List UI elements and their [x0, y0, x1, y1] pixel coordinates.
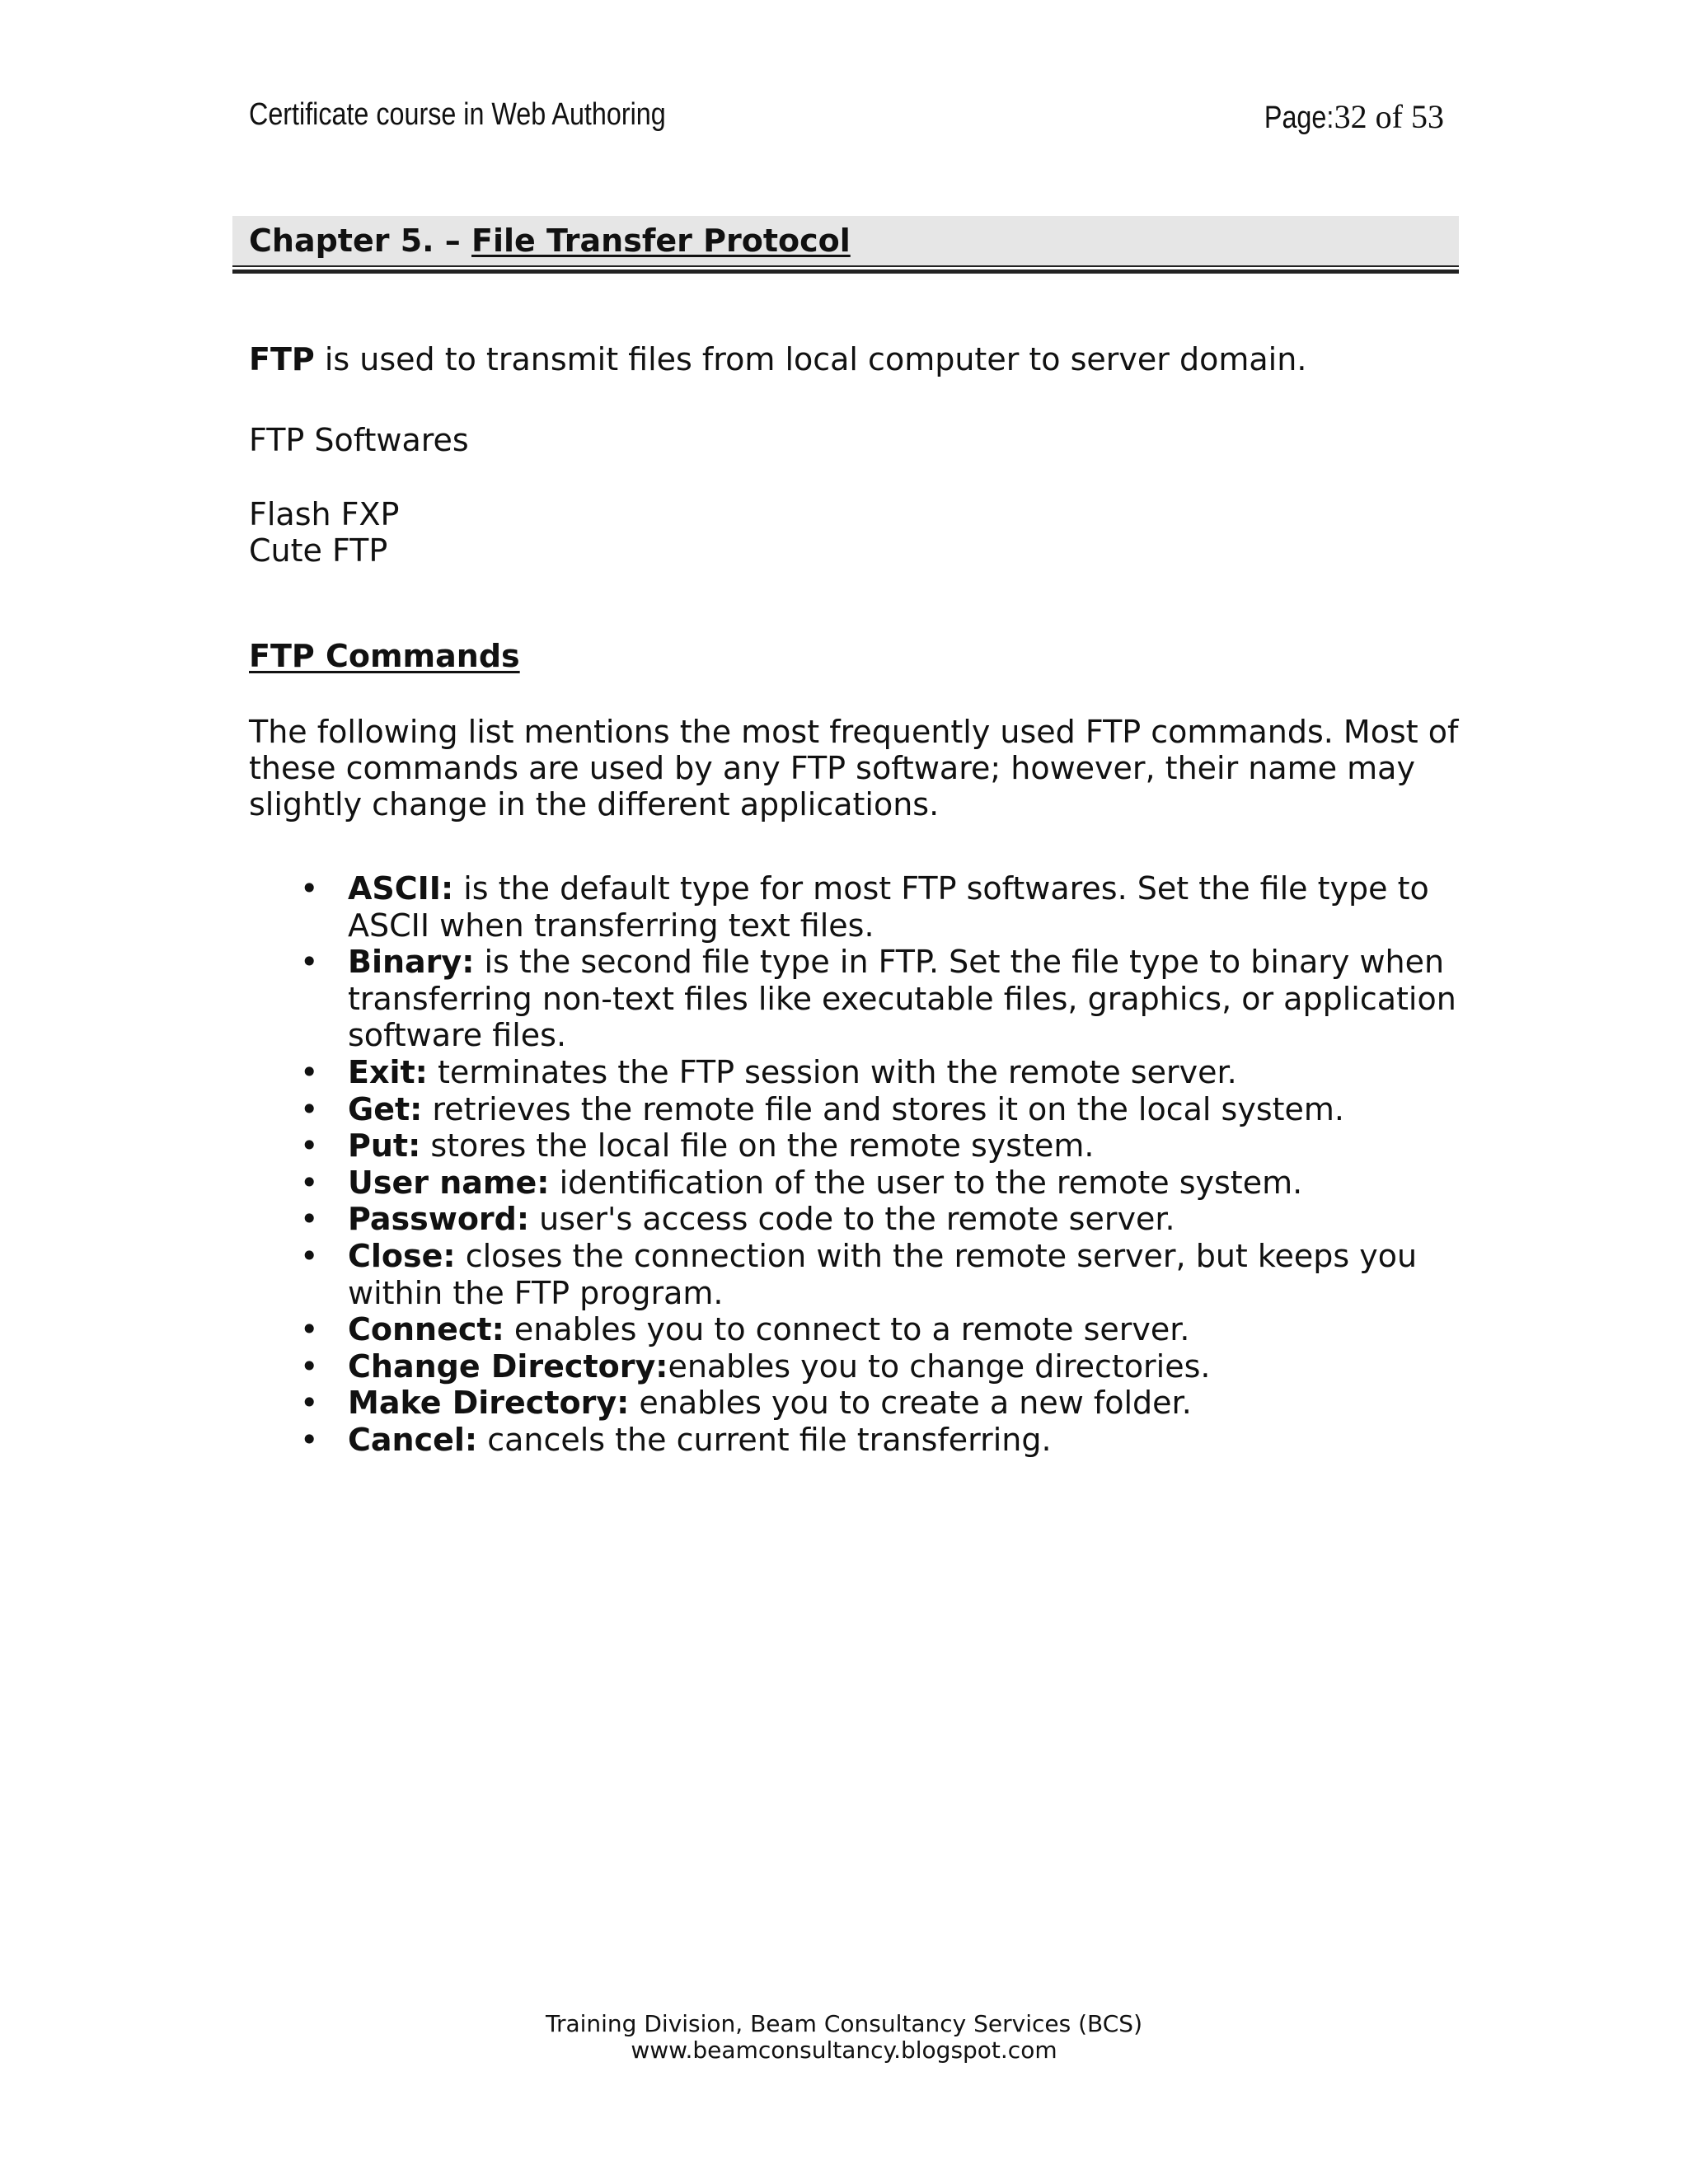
list-item-exit — [249, 1054, 1461, 1091]
chapter-divider-thick — [232, 269, 1459, 274]
description-line: slightly change in the different applications. — [249, 786, 940, 823]
software-item: Cute FTP — [249, 532, 388, 569]
footer-organization: Training Division, Beam Consultancy Services (BCS) — [545, 2010, 1143, 2037]
description-line: these commands are used by any FTP software; however, their name may — [249, 750, 1415, 786]
list-item-user-name — [249, 1165, 1461, 1202]
command-description: enables you to connect to a remote server. — [504, 1311, 1190, 1348]
command-name: ASCII: — [348, 870, 454, 907]
command-name: Cancel: — [348, 1421, 478, 1458]
list-item-close — [249, 1238, 1461, 1311]
list-item-change-directory — [249, 1348, 1461, 1385]
chapter-prefix: Chapter 5. – — [249, 223, 472, 259]
commands-description — [249, 714, 1458, 823]
footer-website: www.beamconsultancy.blogspot.com — [631, 2036, 1057, 2064]
command-description: enables you to change directories. — [668, 1347, 1211, 1385]
command-description: stores the local file on the remote system. — [420, 1127, 1095, 1165]
command-name: Get: — [348, 1090, 423, 1127]
bullet-icon: • — [300, 1127, 319, 1165]
chapter-name: File Transfer Protocol — [471, 223, 851, 259]
ftp-term: FTP — [249, 341, 315, 377]
bullet-icon: • — [300, 1201, 319, 1238]
command-description: enables you to create a new folder. — [629, 1385, 1192, 1422]
list-item-connect — [249, 1311, 1461, 1348]
list-item-binary — [249, 944, 1461, 1054]
command-name: Put: — [348, 1127, 421, 1165]
command-name: Binary: — [348, 944, 475, 981]
bullet-icon: • — [300, 1237, 319, 1274]
chapter-divider-thin — [232, 265, 1459, 267]
list-item-put — [249, 1127, 1461, 1165]
list-item-get — [249, 1091, 1461, 1128]
list-item-make-directory — [249, 1385, 1461, 1422]
commands-heading: FTP Commands — [249, 638, 520, 674]
description-line: The following list mentions the most frequently used FTP commands. Most of — [249, 714, 1459, 750]
ftp-definition: is used to transmit files from local computer to server domain. — [314, 341, 1307, 377]
command-description: closes the connection with the remote server, but keeps you within the FTP program. — [348, 1237, 1418, 1311]
bullet-icon: • — [300, 1164, 319, 1201]
bullet-icon: • — [300, 1421, 319, 1458]
command-description: user's access code to the remote server. — [529, 1201, 1175, 1238]
commands-list — [249, 870, 1461, 1459]
bullet-icon: • — [300, 944, 319, 981]
software-item: Flash FXP — [249, 496, 400, 532]
page-indicator — [1252, 97, 1444, 136]
bullet-icon: • — [300, 870, 319, 907]
command-description: identification of the user to the remote system. — [549, 1164, 1303, 1201]
page-number: 32 of 53 — [1334, 98, 1444, 135]
command-name: Password: — [348, 1201, 530, 1238]
command-description: is the default type for most FTP softwares. Set the file type to ASCII when transferring text files. — [348, 870, 1429, 944]
softwares-heading: FTP Softwares — [249, 422, 469, 458]
intro-paragraph — [249, 341, 1306, 377]
list-item-password — [249, 1201, 1461, 1238]
bullet-icon: • — [300, 1347, 319, 1385]
command-description: terminates the FTP session with the remote server. — [427, 1053, 1237, 1090]
page-header — [249, 97, 1444, 140]
bullet-icon: • — [300, 1053, 319, 1090]
bullet-icon: • — [300, 1311, 319, 1348]
command-description: is the second file type in FTP. Set the file type to binary when transferring non-text files like executable files, graphics, or application software files. — [348, 944, 1456, 1054]
command-name: User name: — [348, 1164, 550, 1201]
command-name: Change Directory: — [348, 1347, 668, 1385]
command-name: Close: — [348, 1237, 456, 1274]
list-item-ascii — [249, 870, 1461, 944]
bullet-icon: • — [300, 1090, 319, 1127]
bullet-icon: • — [300, 1385, 319, 1422]
page-label: Page: — [1264, 101, 1334, 135]
command-name: Make Directory: — [348, 1385, 630, 1422]
page-footer — [0, 2011, 1688, 2064]
chapter-title — [249, 223, 851, 259]
command-description: cancels the current file transferring. — [477, 1421, 1052, 1458]
course-title: Certificate course in Web Authoring — [249, 97, 666, 132]
list-item-cancel — [249, 1422, 1461, 1459]
command-name: Exit: — [348, 1053, 428, 1090]
command-name: Connect: — [348, 1311, 504, 1348]
chapter-heading-bar — [232, 216, 1459, 265]
command-description: retrieves the remote file and stores it on the local system. — [422, 1090, 1344, 1127]
